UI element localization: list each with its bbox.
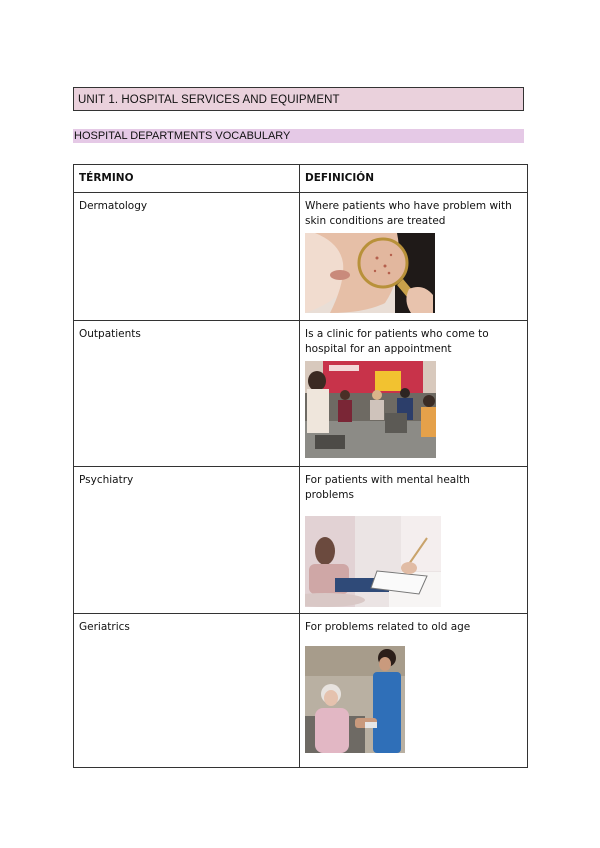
term-cell: Outpatients [74,321,300,467]
unit-title: UNIT 1. HOSPITAL SERVICES AND EQUIPMENT [73,87,524,111]
definition-cell [300,614,528,768]
definition-cell [300,467,528,614]
dermatology-photo [305,233,435,313]
term-cell: Dermatology [74,193,300,321]
term-cell: Psychiatry [74,467,300,614]
definition-text: Where patients who have problem with skin conditions are treated [305,200,512,227]
term-cell: Geriatrics [74,614,300,768]
table-row [74,467,528,614]
definition-text: For patients with mental health problems [305,474,470,501]
table-row [74,614,528,768]
definition-column-header: DEFINICIÓN [300,165,528,193]
definition-text: Is a clinic for patients who come to hospital for an appointment [305,328,489,355]
definition-text: For problems related to old age [305,621,471,633]
table-row [74,193,528,321]
table-header-row [74,165,528,193]
table-row [74,321,528,467]
definition-cell [300,193,528,321]
vocabulary-table [73,164,528,768]
section-title: HOSPITAL DEPARTMENTS VOCABULARY [73,129,524,143]
geriatrics-photo [305,646,405,753]
definition-cell [300,321,528,467]
psychiatry-photo [305,516,441,607]
term-column-header: TÉRMINO [74,165,300,193]
outpatients-photo [305,361,436,458]
